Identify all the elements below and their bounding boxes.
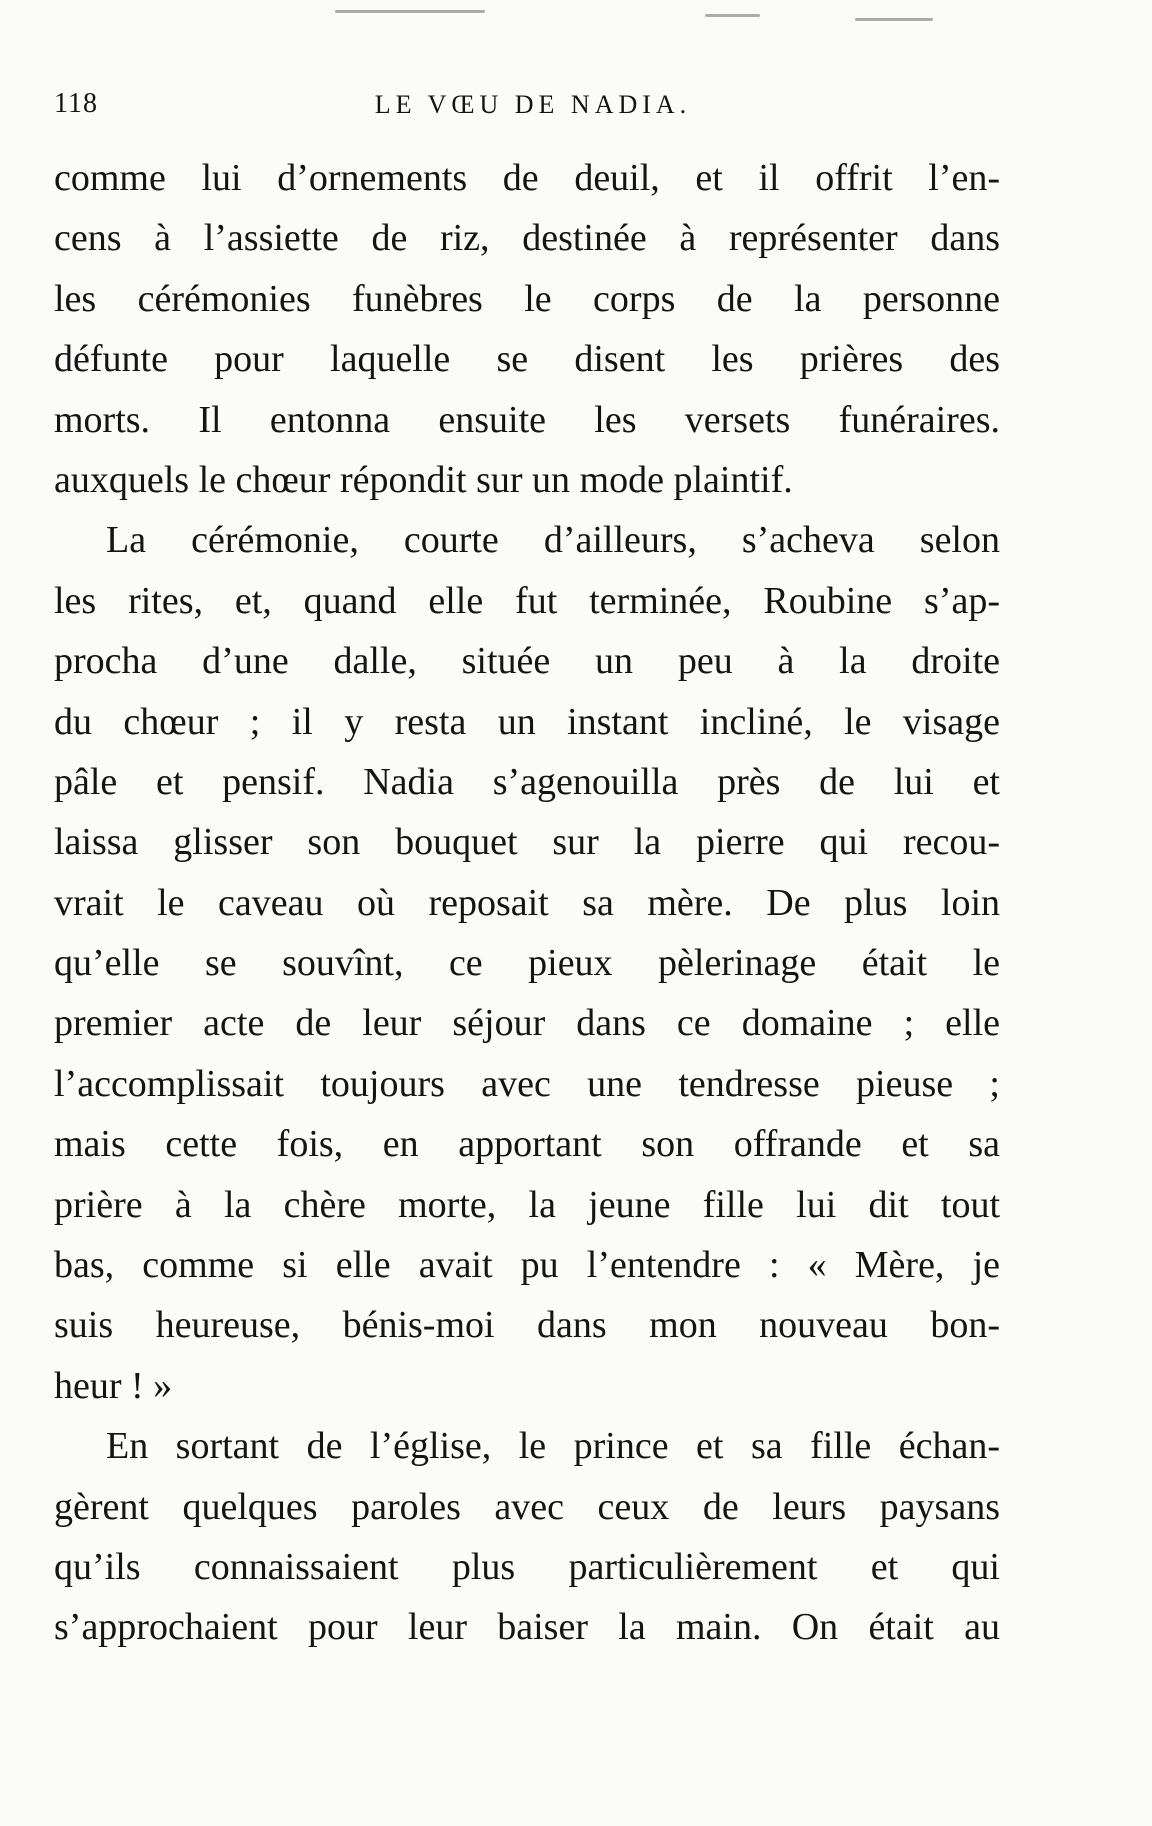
page-number: 118 (54, 88, 98, 119)
text-line: mais cette fois, en apportant son offrande et sa (54, 1123, 1000, 1166)
text-line: pâle et pensif. Nadia s’agenouilla près de lui et (54, 760, 1000, 803)
text-line: heur ! » (54, 1364, 173, 1407)
text-line: qu’ils connaissaient plus particulièrement et qui (54, 1545, 1000, 1588)
text-line: qu’elle se souvînt, ce pieux pèlerinage était le (54, 942, 1000, 985)
text-line: du chœur ; il y resta un instant incliné, le visage (54, 700, 1000, 743)
text-line: gèrent quelques paroles avec ceux de leurs paysans (54, 1485, 1000, 1528)
text-line: les cérémonies funèbres le corps de la personne (54, 277, 1000, 320)
text-line: s’approchaient pour leur baiser la main. On était au (54, 1606, 1000, 1649)
text-line: les rites, et, quand elle fut terminée, Roubine s’ap- (54, 579, 1000, 622)
text-line: morts. Il entonna ensuite les versets funéraires. (54, 398, 1000, 441)
text-line: l’accomplissait toujours avec une tendresse pieuse ; (54, 1062, 1000, 1105)
text-line: premier acte de leur séjour dans ce domaine ; elle (54, 1002, 1000, 1045)
text-line: auxquels le chœur répondit sur un mode plaintif. (54, 458, 793, 501)
text-line: prière à la chère morte, la jeune fille lui dit tout (54, 1183, 1000, 1226)
print-smudge (705, 14, 760, 17)
text-line: vrait le caveau où reposait sa mère. De plus loin (54, 881, 1000, 924)
page-header (54, 88, 1012, 132)
body-text (54, 148, 1000, 1658)
text-line: comme lui d’ornements de deuil, et il offrit l’en- (54, 157, 1000, 199)
text-line: défunte pour laquelle se disent les prières des (54, 338, 1000, 381)
print-smudge (855, 18, 933, 21)
running-title: LE VŒU DE NADIA. (374, 90, 692, 119)
print-smudge (335, 10, 485, 13)
text-line: cens à l’assiette de riz, destinée à représenter dans (54, 217, 1000, 260)
paragraph-start-line: La cérémonie, courte d’ailleurs, s’acheva selon (106, 519, 1000, 562)
text-line: laissa glisser son bouquet sur la pierre qui recou- (54, 821, 1000, 864)
text-line: bas, comme si elle avait pu l’entendre : « Mère, je (54, 1244, 1000, 1287)
text-line: suis heureuse, bénis-moi dans mon nouveau bon- (54, 1304, 1000, 1347)
paragraph-start-line: En sortant de l’église, le prince et sa fille échan- (106, 1425, 1000, 1468)
text-line: procha d’une dalle, située un peu à la droite (54, 640, 1000, 683)
